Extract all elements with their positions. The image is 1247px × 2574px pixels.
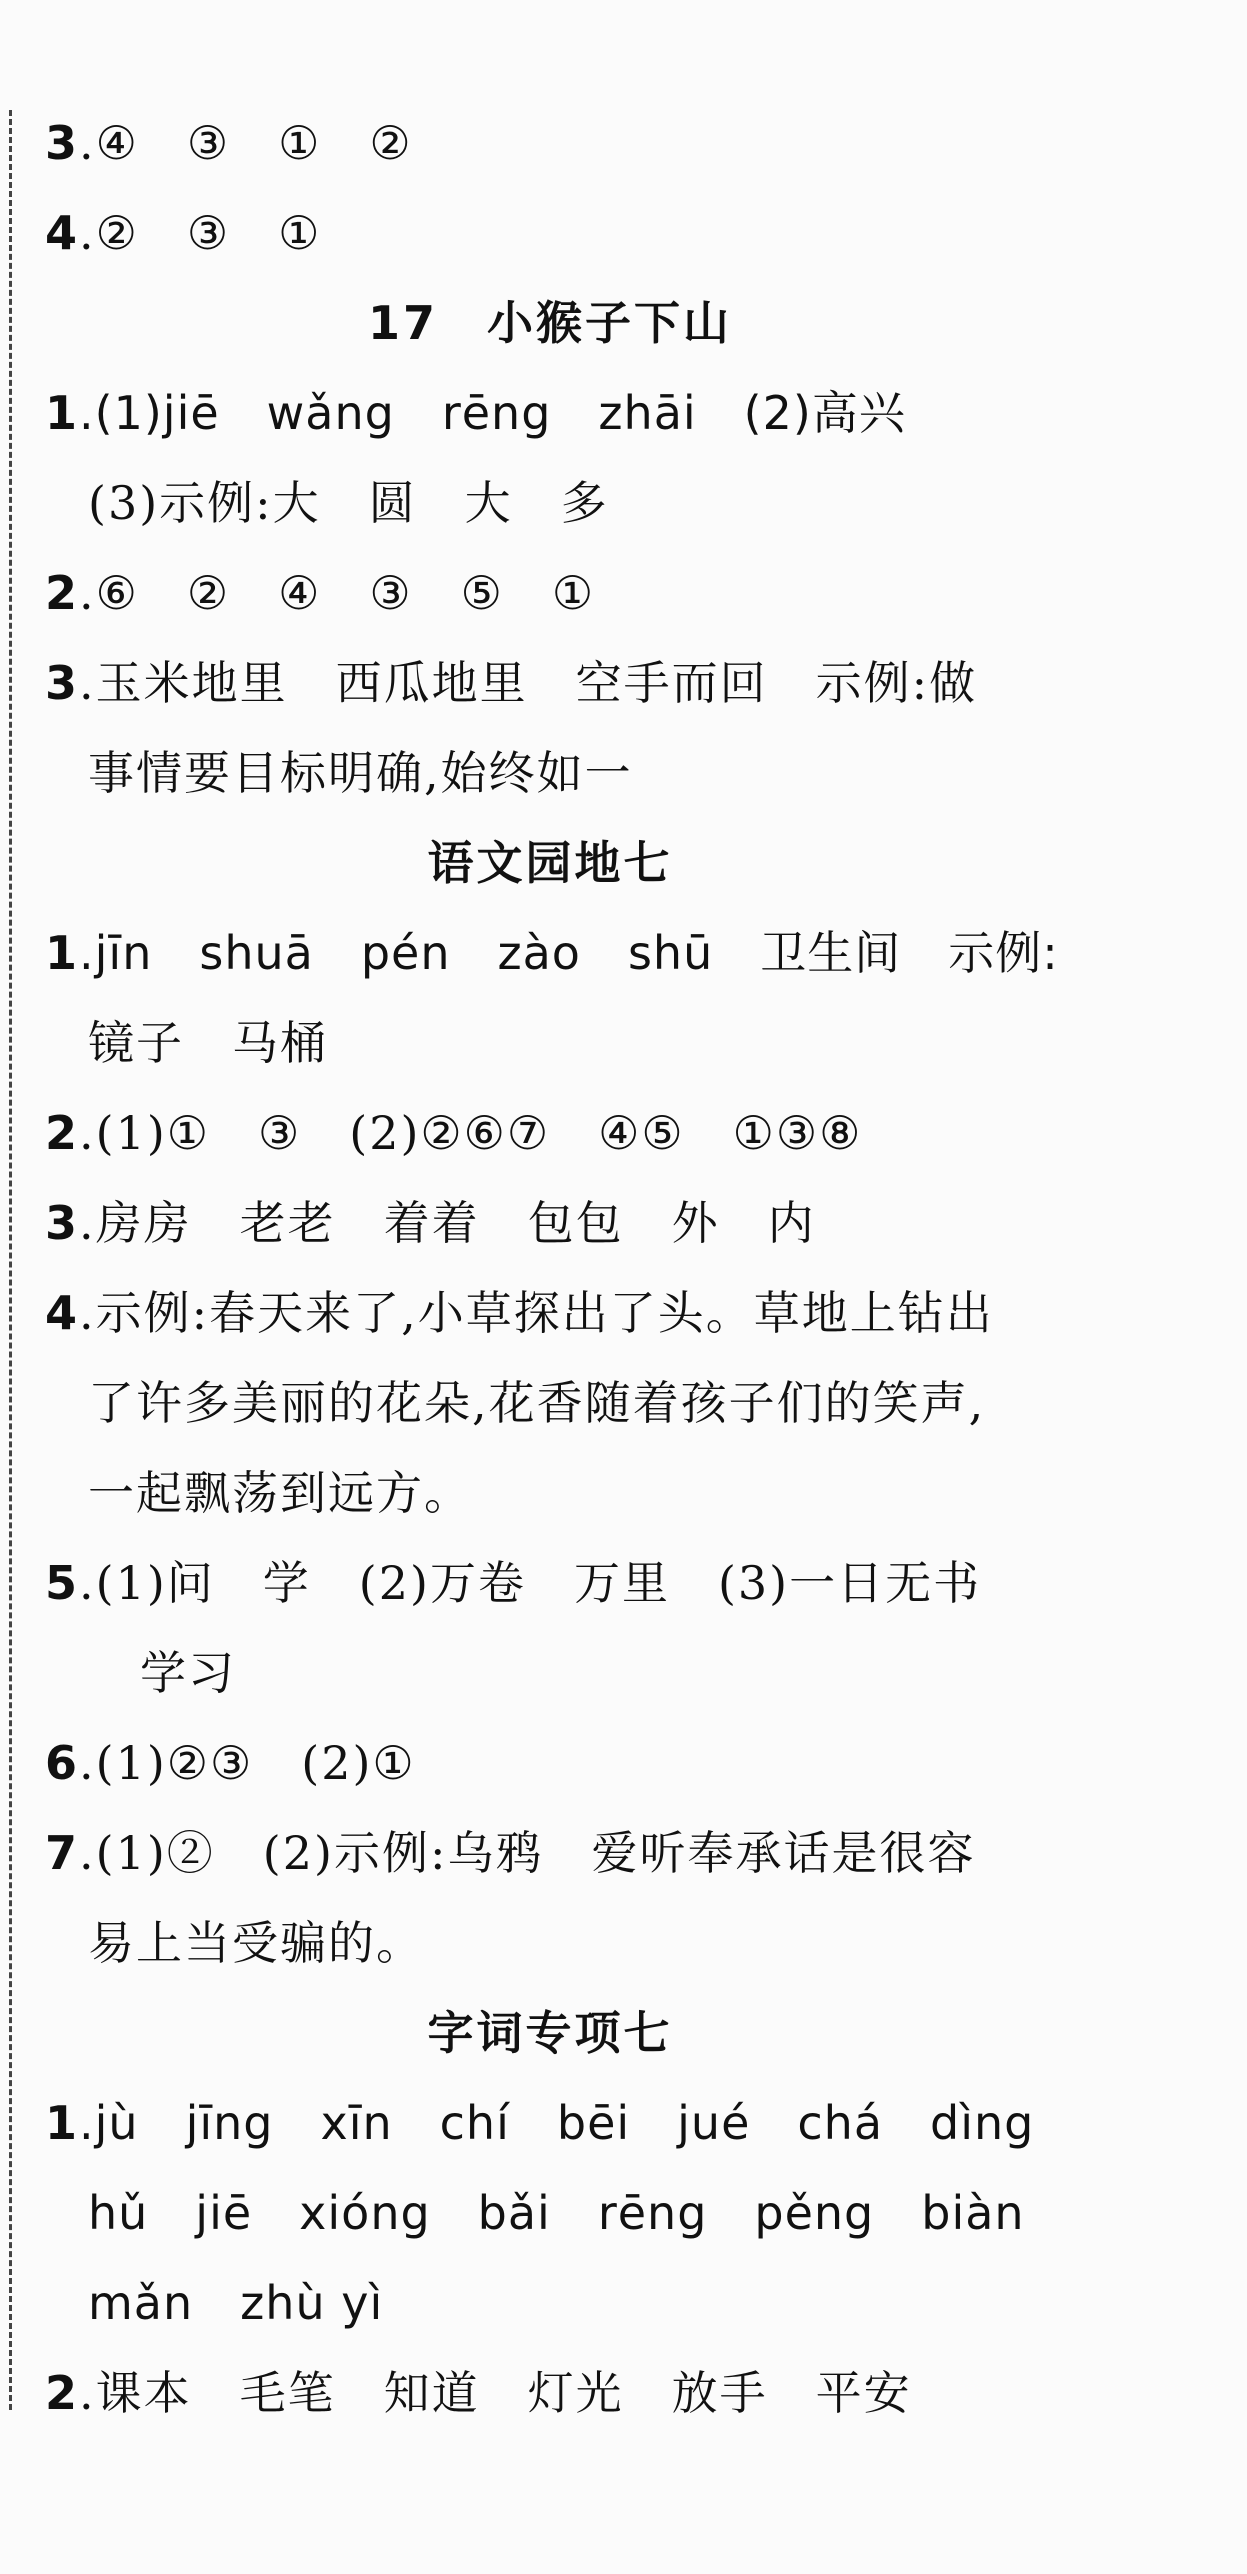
- answer-line: (3)示例:大 圆 大 多: [88, 476, 609, 530]
- answer-line: 7.(1)② (2)示例:乌鸦 爱听奉承话是很容: [45, 1826, 976, 1880]
- answer-line: 2.⑥ ② ④ ③ ⑤ ①: [45, 566, 596, 620]
- answer-line: 6.(1)②③ (2)①: [45, 1736, 416, 1790]
- answer-line: 了许多美丽的花朵,花香随着孩子们的笑声,: [88, 1376, 986, 1430]
- answer-line: 镜子 马桶: [88, 1016, 328, 1070]
- section-heading: 17 小猴子下山: [367, 296, 732, 350]
- answer-line: 3.④ ③ ① ②: [45, 116, 413, 170]
- answer-line: 事情要目标明确,始终如一: [88, 746, 633, 800]
- answer-line: 4.示例:春天来了,小草探出了头。草地上钻出: [45, 1286, 994, 1340]
- answer-line: 4.② ③ ①: [45, 206, 322, 260]
- answer-line: 1.jù jīng xīn chí bēi jué chá dìng: [45, 2096, 1035, 2150]
- answer-line: 3.玉米地里 西瓜地里 空手而回 示例:做: [45, 656, 978, 710]
- answer-line: 易上当受骗的。: [88, 1916, 424, 1970]
- answer-line: 学习: [140, 1646, 236, 1700]
- answer-line: 5.(1)问 学 (2)万卷 万里 (3)一日无书: [45, 1556, 982, 1610]
- answer-line: 2.课本 毛笔 知道 灯光 放手 平安: [45, 2366, 912, 2420]
- section-heading: 语文园地七: [427, 836, 673, 890]
- answer-line: hǔ jiē xióng bǎi rēng pěng biàn: [88, 2186, 1025, 2240]
- answer-line: 一起飘荡到远方。: [88, 1466, 472, 1520]
- section-heading: 字词专项七: [427, 2006, 673, 2060]
- answer-line: 1.jīn shuā pén zào shū 卫生间 示例:: [45, 926, 1059, 980]
- answer-line: 3.房房 老老 着着 包包 外 内: [45, 1196, 816, 1250]
- answer-line: mǎn zhù yì: [88, 2276, 384, 2330]
- answer-line: 2.(1)① ③ (2)②⑥⑦ ④⑤ ①③⑧: [45, 1106, 863, 1160]
- answer-line: 1.(1)jiē wǎng rēng zhāi (2)高兴: [45, 386, 906, 440]
